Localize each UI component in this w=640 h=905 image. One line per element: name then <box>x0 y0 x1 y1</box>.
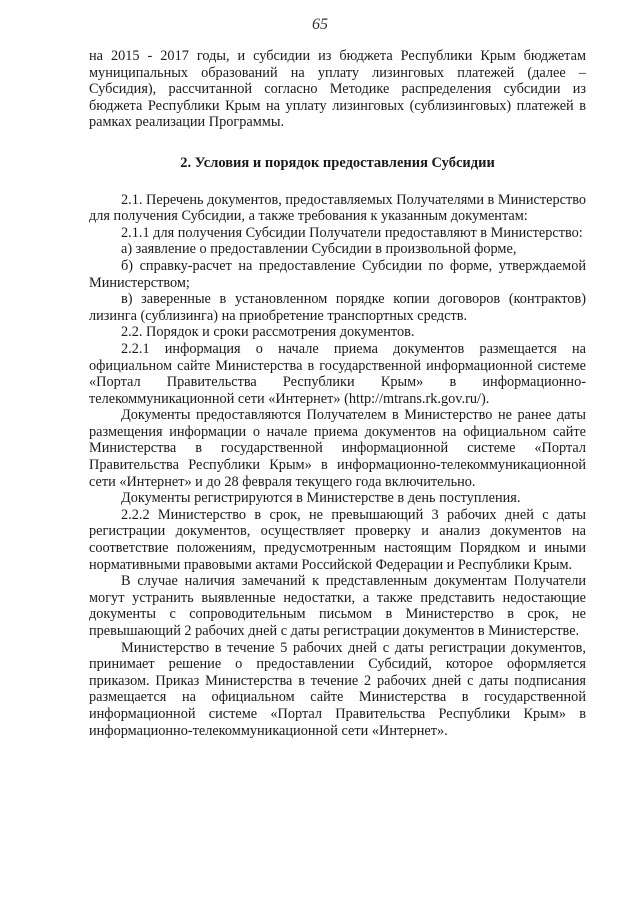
paragraph-remarks: В случае наличия замечаний к представленным документам Получатели могут устранить выявленные недостатки, а также представить недостающие документы с сопроводительным письмом в Министерство в срок, не превышающий 2 рабочих дней с даты регистрации документов в Министерстве. <box>89 573 586 639</box>
paragraph-2-2: 2.2. Порядок и сроки рассмотрения документов. <box>121 324 415 341</box>
paragraph-intro-continuation: на 2015 - 2017 годы, и субсидии из бюджета Республики Крым бюджетам муниципальных образований на уплату лизинговых платежей (далее – Субсидия), рассчитанной согласно Методике распределения субсидии из бюджета Республики Крым на уплату лизинговых (сублизинговых) платежей в рамках реализации Программы. <box>89 48 586 131</box>
page-number: 65 <box>312 16 328 33</box>
paragraph-documents-submission: Документы предоставляются Получателем в Министерство не ранее даты размещения информации о начале приема документов на официальном сайте Министерства в государственной информационной системе «Портал Правительства Республики Крым» в информационно-телекоммуникационной сети «Интернет» и до 28 февраля текущего года включительно. <box>89 407 586 490</box>
paragraph-2-2-2: 2.2.2 Министерство в срок, не превышающий 3 рабочих дней с даты регистрации документов, осуществляет проверку и анализ документов на соответствие положениям, предусмотренным настоящим Порядком и иными нормативными правовыми актами Российской Федерации и Республики Крым. <box>89 506 586 573</box>
paragraph-2-2-1: 2.2.1 информация о начале приема документов размещается на официальном сайте Министерства в государственной информационной системе «Портал Правительства Республики Крым» в информационно-телекоммуникационной сети «Интернет» (http://mtrans.rk.gov.ru/). <box>89 340 586 407</box>
list-item-c: в) заверенные в установленном порядке копии договоров (контрактов) лизинга (сублизинга) на приобретение транспортных средств. <box>89 291 586 324</box>
paragraph-2-1: 2.1. Перечень документов, предоставляемых Получателями в Министерство для получения Субсидии, а также требования к указанным документам: <box>89 191 587 225</box>
list-item-b: б) справку-расчет на предоставление Субсидии по форме, утверждаемой Министерством; <box>89 257 586 291</box>
section-heading: 2. Условия и порядок предоставления Субсидии <box>180 154 495 171</box>
paragraph-documents-registration: Документы регистрируются в Министерстве в день поступления. <box>121 490 521 507</box>
document-body <box>89 48 586 739</box>
paragraph-decision: Министерство в течение 5 рабочих дней с даты регистрации документов, принимает решение о предоставлении Субсидий, которое оформляется приказом. Приказ Министерства в течение 2 рабочих дней с даты подписания размещается на официальном сайте Министерства в государственной информационной системе «Портал Правительства Республики Крым» в информационно-телекоммуникационной сети «Интернет». <box>89 639 586 739</box>
list-item-a: а) заявление о предоставлении Субсидии в произвольной форме, <box>121 241 517 258</box>
paragraph-2-1-1: 2.1.1 для получения Субсидии Получатели предоставляют в Министерство: <box>121 224 583 241</box>
